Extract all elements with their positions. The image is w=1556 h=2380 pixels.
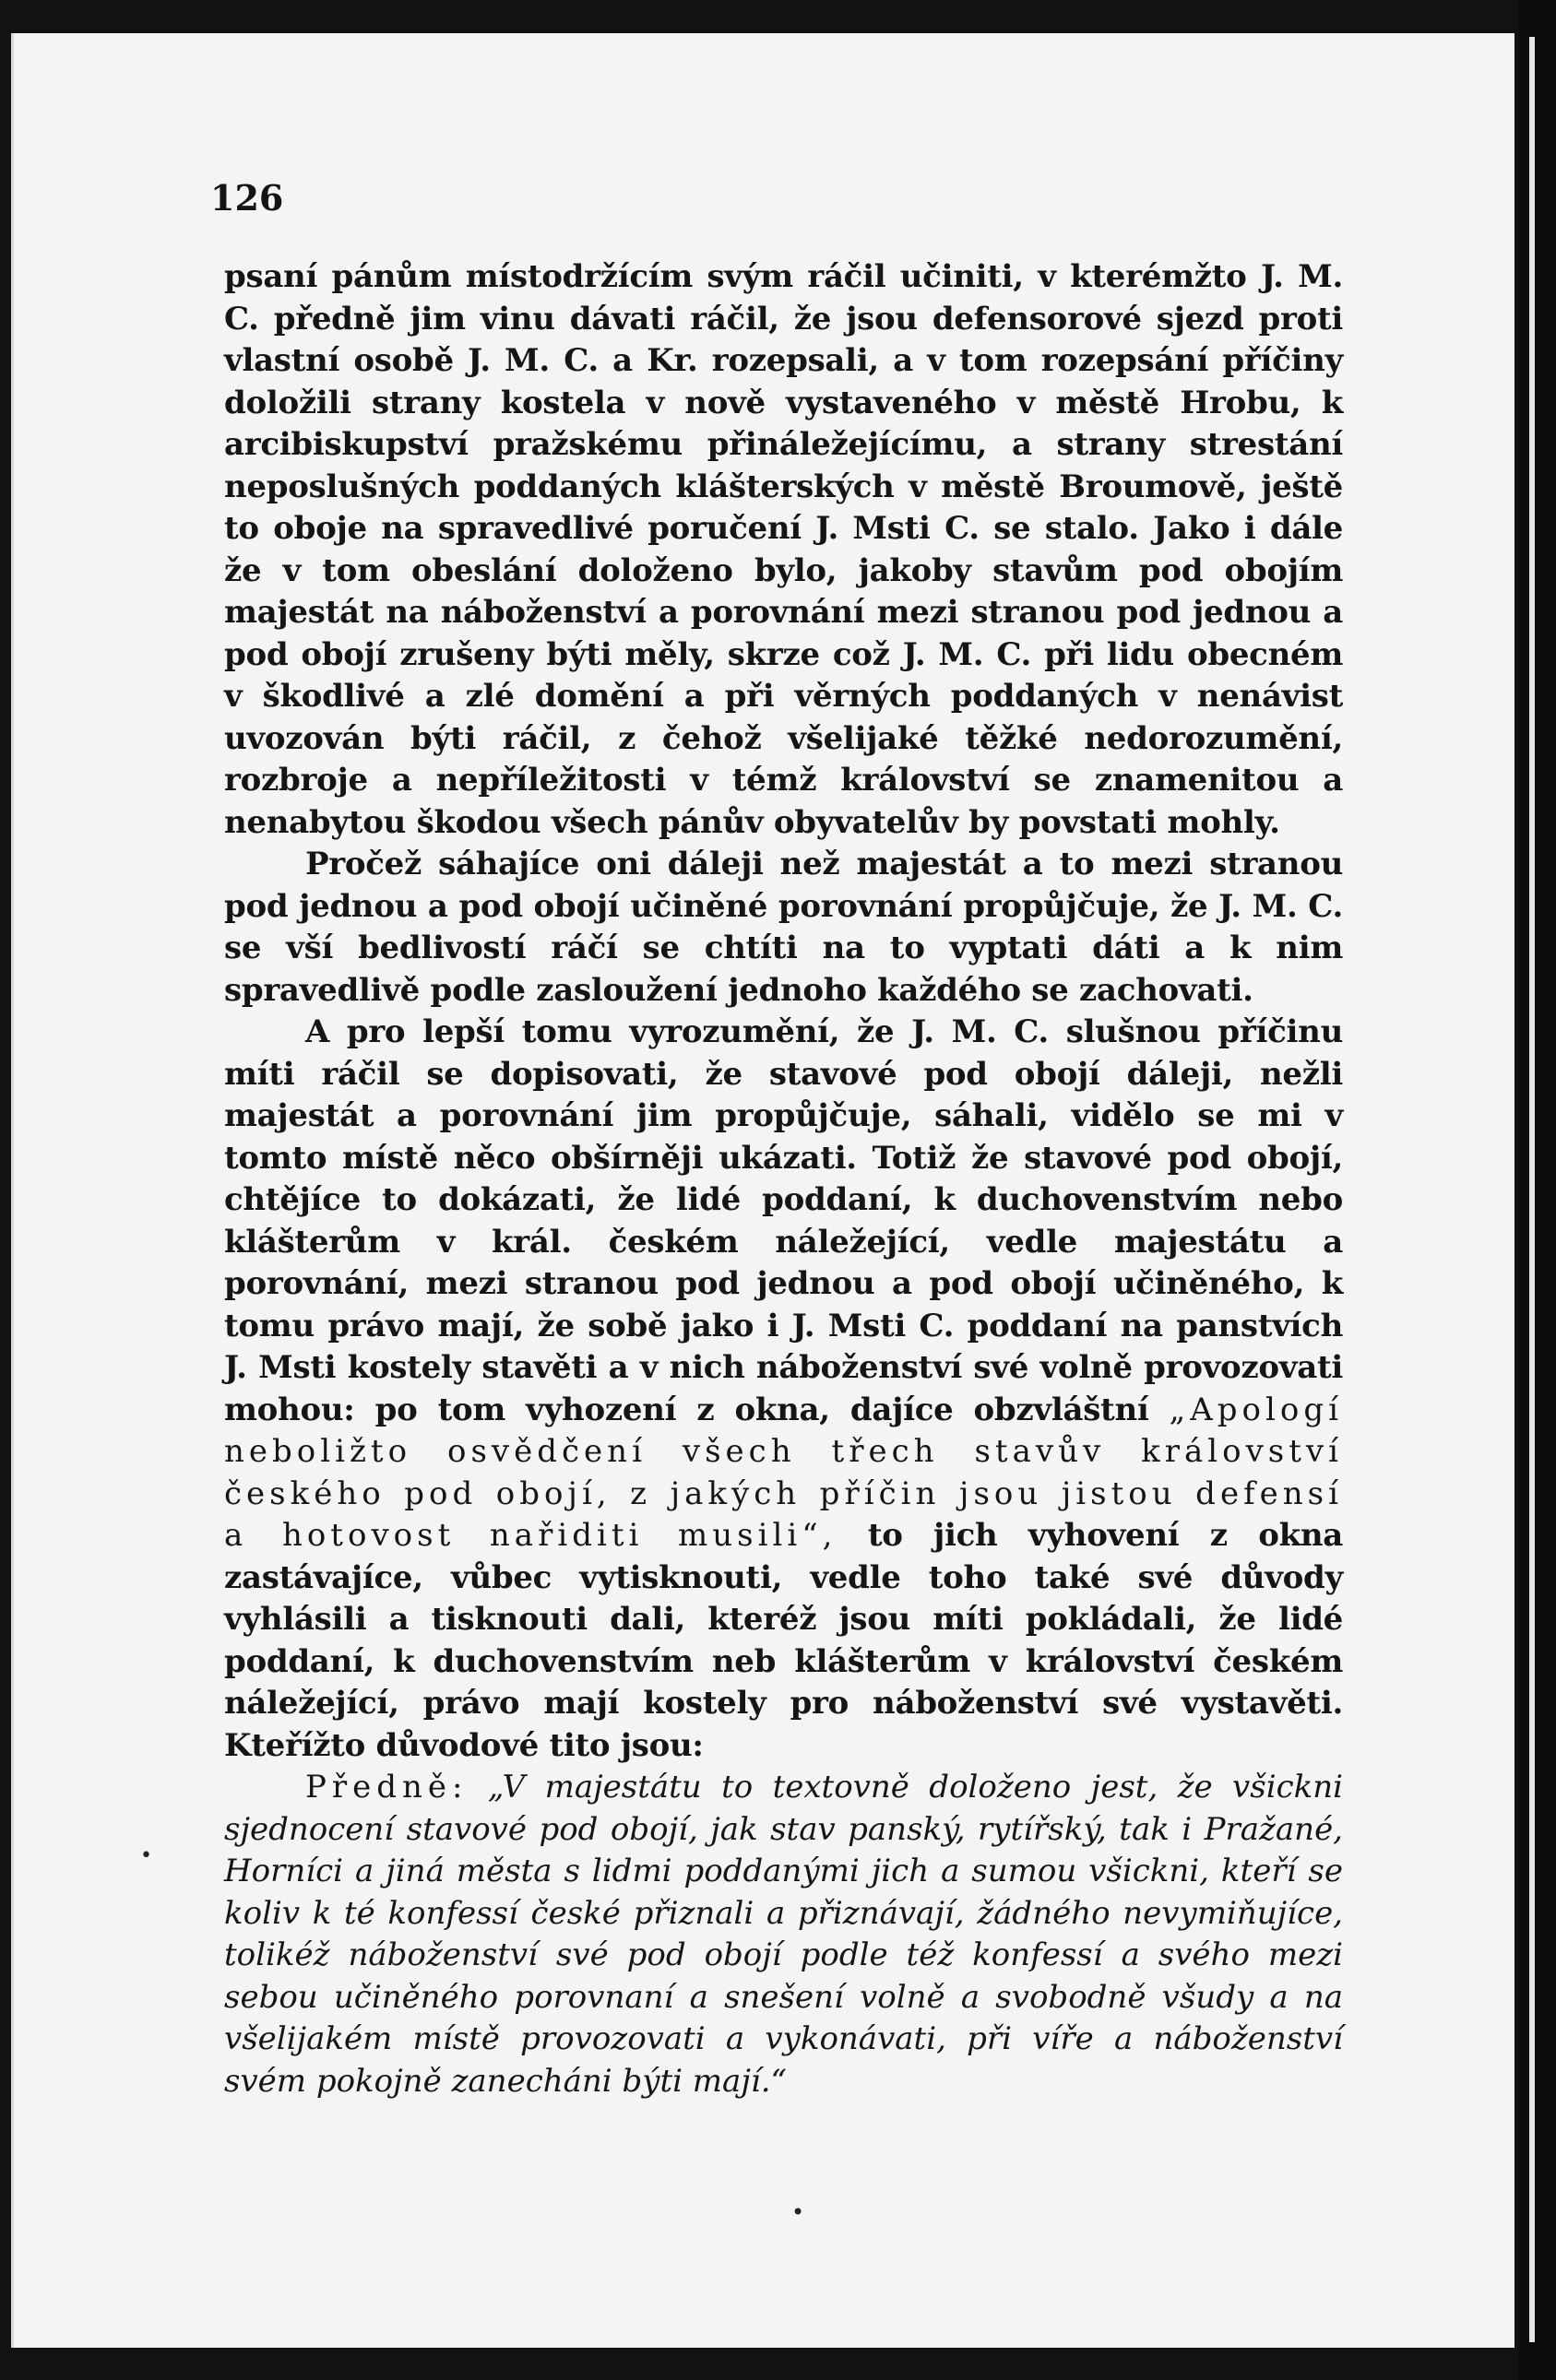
body-text [224, 256, 1343, 2102]
paragraph-3-text-before: A pro lepší tomu vyrozumění, že J. M. C. slušnou příčinu míti ráčil se dopisovati, že stavové pod obojí dáleji, nežli majestát a porovnání jim propůjčuje, sáhali, vidělo se mi v tomto místě něco obšírněji ukázati. Totiž že stavové pod obojí, chtějíce to dokázati, že lidé poddaní, k duchovenstvím nebo klášterům v král. českém náležející, vedle majestátu a porovnání, mezi stranou pod jednou a pod obojí učiněného, k tomu právo mají, že sobě jako i J. Msti C. poddaní na panstvích J. Msti kostely stavěti a v nich náboženství své volně provozovati mohou: po tom vyhození z okna, dajíce obzvláštní [224, 1013, 1343, 1428]
scan-speck-bottom: • [791, 2199, 805, 2225]
scan-edge-line [1529, 37, 1535, 2342]
paragraph-3 [224, 1012, 1343, 1767]
scan-border [1519, 0, 1556, 2380]
paragraph-4-quote [224, 1767, 1343, 2102]
scan-speck-left: • [140, 1844, 152, 1867]
paragraph-2: Pročež sáhajíce oni dáleji než majestát a to mezi stranou pod jednou a pod obojí učiněné porovnání propůjčuje, že J. M. C. se vší bedlivostí ráčí se chtíti na to vyptati dáti a k nim spravedlivě podle zasloužení jednoho každého se zachovati. [224, 846, 1343, 1009]
quote-lead: Předně: [305, 1769, 469, 1806]
majestat-quote: „V majestátu to textovně doloženo jest, že všickni sjednocení stavové pod obojí, jak stav panský, rytířský, tak i Pražané, Horníci a jiná města s lidmi poddanými jich a sumou všickni, kteří se koliv k té konfessí české přiznali a přiznávají, žádného nevymiňujíce, tolikéž náboženství své pod obojí podle též konfessí a svého mezi sebou učiněného porovnaní a snešení volně a svobodně všudy a na všelijakém místě provozovati a vykonávati, při víře a náboženství svém pokojně zanecháni býti mají.“ [224, 1769, 1343, 2100]
paragraph-1: psaní pánům místodržícím svým ráčil učiniti, v kterémžto J. M. C. předně jim vinu dávati ráčil, že jsou defensorové sjezd proti vlastní osobě J. M. C. a Kr. rozepsali, a v tom rozepsání příčiny doložili strany kostela v nově vystaveného v městě Hrobu, k arcibiskupství pražskému přináležejícímu, a strany strestání neposlušných poddaných klášterských v městě Broumově, ještě to oboje na spravedlivé poručení J. Msti C. se stalo. Jako i dále že v tom obeslání doloženo bylo, jakoby stavům pod obojím majestát na náboženství a porovnání mezi stranou pod jednou a pod obojí zrušeny býti měly, skrze což J. M. C. při lidu obecném v škodlivé a zlé domění a při věrných poddaných v nenávist uvozován býti ráčil, z čehož všelijaké těžké nedorozumění, rozbroje a nepříležitosti v témž království se znamenitou a nenabytou škodou všech pánův obyvatelův by povstati mohly. [224, 258, 1343, 841]
page-number: 126 [210, 177, 284, 219]
paragraph-3-text-after: to jich vyhovení z okna zastávajíce, vůbec vytisknouti, vedle toho také své důvody vyhlásili a tisknouti dali, kteréž jsou míti pokládali, že lidé poddaní, k duchovenstvím neb klášterům v království českém náležející, právo mají kostely pro náboženství své vystavěti. Kteřížto důvodové tito jsou: [224, 1517, 1343, 1764]
apologie-title: „Apologí neboližto osvědčení všech třech stavův království českého pod obojí, z jakých příčin jsou jistou defensí a hotovost nařiditi musili“, [224, 1391, 1343, 1554]
